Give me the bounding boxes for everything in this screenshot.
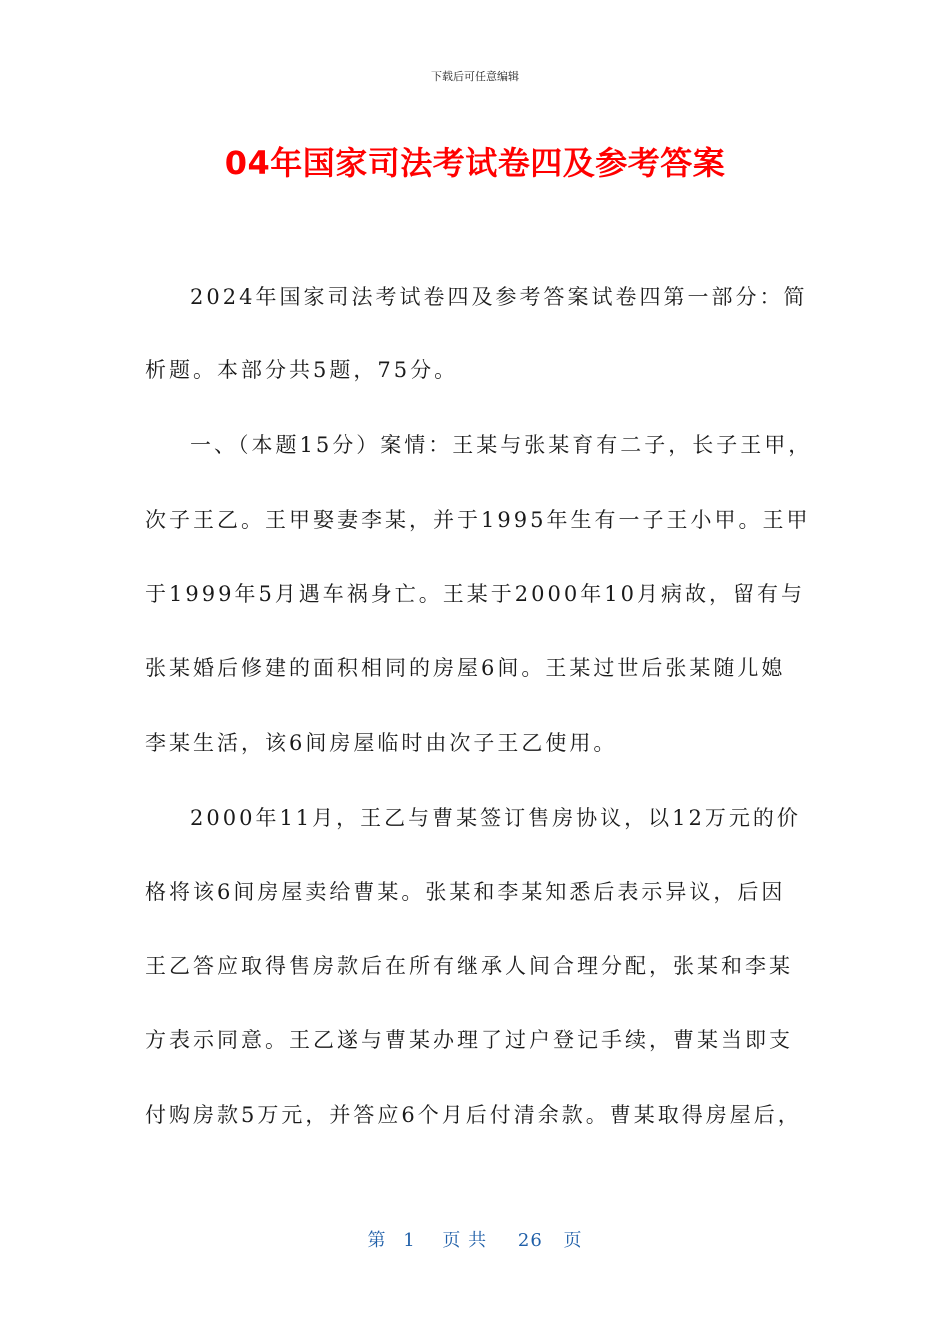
paragraph-line: 2000年11月，王乙与曹某签订售房协议，以12万元的价 — [190, 806, 801, 830]
paragraph-line: 格将该6间房屋卖给曹某。张某和李某知悉后表示异议，后因 — [145, 880, 786, 904]
paragraph-line: 付购房款5万元，并答应6个月后付清余款。曹某取得房屋后， — [145, 1103, 802, 1127]
paragraph-line: 张某婚后修建的面积相同的房屋6间。王某过世后张某随儿媳 — [145, 656, 786, 680]
paragraph-line: 于1999年5月遇车祸身亡。王某于2000年10月病故，留有与 — [145, 582, 805, 606]
paragraph-line: 方表示同意。王乙遂与曹某办理了过户登记手续，曹某当即支 — [145, 1028, 793, 1052]
document-title: 04年国家司法考试卷四及参考答案 — [224, 144, 726, 182]
footer-total-pages: 26 — [517, 1230, 543, 1251]
footer-page-number: 1 — [403, 1230, 416, 1251]
footer-middle: 页 共 — [442, 1230, 488, 1251]
paragraph-line: 一、（本题15分）案情：王某与张某育有二子，长子王甲， — [190, 433, 813, 457]
paragraph-line: 李某生活，该6间房屋临时由次子王乙使用。 — [145, 731, 618, 755]
paragraph-line: 次子王乙。王甲娶妻李某，并于1995年生有一子王小甲。王甲 — [145, 508, 811, 532]
footer-suffix: 页 — [563, 1230, 583, 1251]
paragraph-line: 2024年国家司法考试卷四及参考答案试卷四第一部分：简 — [190, 285, 808, 309]
header-note: 下载后可任意编辑 — [431, 70, 519, 83]
paragraph-line: 王乙答应取得售房款后在所有继承人间合理分配，张某和李某 — [145, 954, 793, 978]
footer-prefix: 第 — [367, 1230, 387, 1251]
paragraph-line: 析题。本部分共5题，75分。 — [145, 358, 459, 382]
page-footer — [0, 1226, 950, 1252]
